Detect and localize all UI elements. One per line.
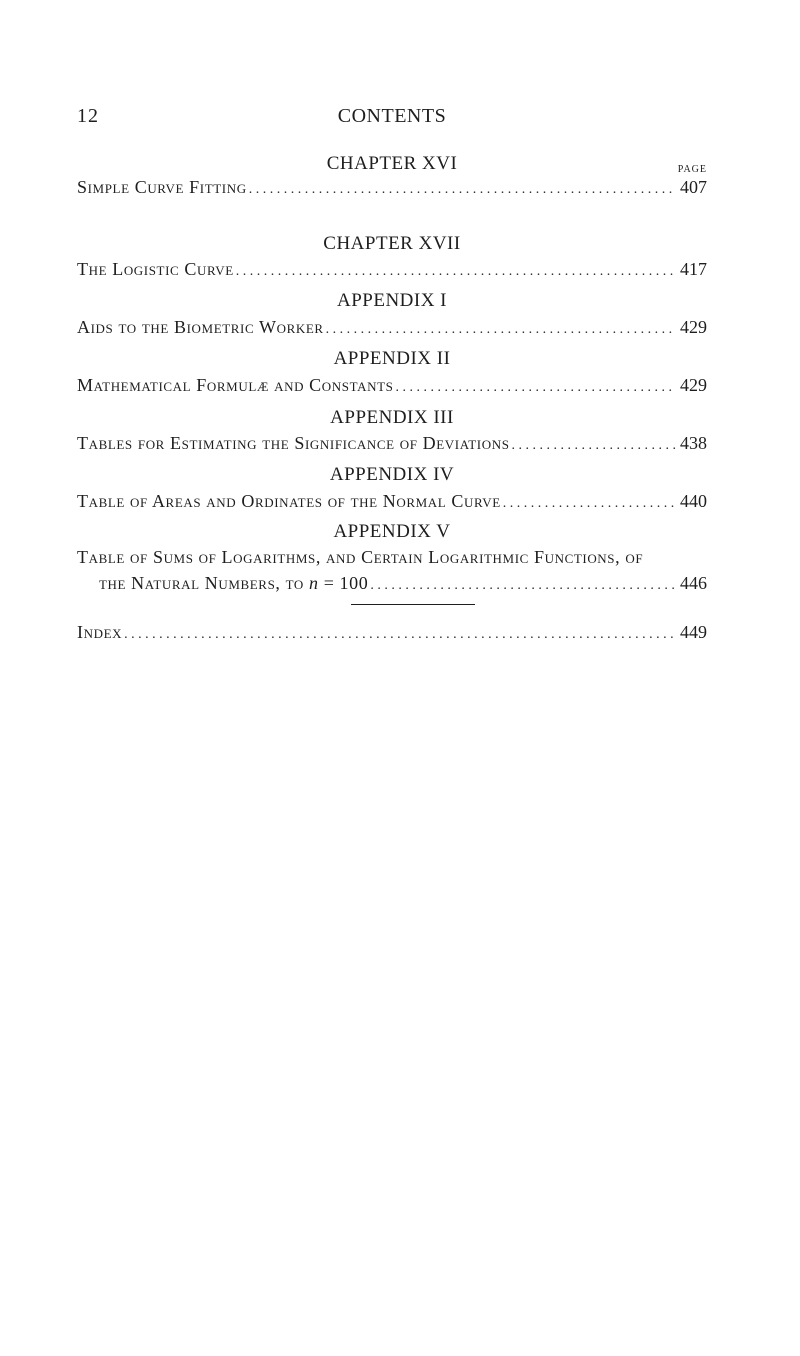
appendix-heading: APPENDIX IV (329, 464, 455, 485)
leader-dots (512, 435, 676, 457)
leader-dots (326, 319, 676, 341)
toc-entry-title: Mathematical Formulæ and Constants (77, 375, 394, 395)
toc-entry[interactable] (77, 176, 707, 198)
toc-entry[interactable] (77, 316, 707, 338)
section-divider (351, 604, 475, 605)
toc-entry-page: 449 (680, 622, 707, 642)
toc-entry-title-line2 (77, 572, 368, 594)
leader-dots (249, 179, 676, 201)
toc-entry-page: 417 (680, 259, 707, 279)
toc-entry-page: 438 (680, 433, 707, 453)
contents-page (77, 0, 707, 1356)
toc-entry-title: Index (77, 622, 123, 642)
page-column-label: PAGE (677, 164, 707, 175)
variable-n: n (309, 573, 319, 593)
leader-dots (236, 261, 676, 283)
toc-entry-title-line1[interactable]: Table of Sums of Logarithms, and Certain Logarithmic Functions, of (77, 547, 644, 567)
page-number: 12 (77, 105, 99, 127)
leader-dots (503, 493, 676, 515)
toc-entry[interactable] (77, 572, 707, 594)
toc-entry[interactable] (77, 258, 707, 280)
toc-entry[interactable] (77, 374, 707, 396)
running-head (77, 105, 707, 131)
toc-entry-page: 440 (680, 491, 707, 511)
leader-dots (124, 624, 676, 646)
toc-entry-title: Tables for Estimating the Significance of Deviations (77, 433, 510, 453)
toc-entry-page: 429 (680, 317, 707, 337)
toc-entry-title: Table of Areas and Ordinates of the Normal Curve (77, 491, 501, 511)
toc-entry-page: 429 (680, 375, 707, 395)
chapter-heading: CHAPTER XVI (326, 153, 458, 174)
appendix-heading: APPENDIX I (336, 290, 448, 311)
leader-dots (370, 575, 676, 597)
chapter-heading: CHAPTER XVII (323, 233, 461, 254)
toc-entry-title: Aids to the Biometric Worker (77, 317, 324, 337)
leader-dots (395, 377, 676, 399)
toc-entry[interactable] (77, 490, 707, 512)
appendix-heading: APPENDIX II (333, 348, 451, 369)
title-line2-text: the Natural Numbers, to (99, 573, 309, 593)
toc-entry-title: The Logistic Curve (77, 259, 234, 279)
appendix-heading: APPENDIX V (333, 521, 451, 542)
toc-entry[interactable] (77, 432, 707, 454)
toc-entry-page: 407 (680, 177, 707, 197)
toc-entry-title: Simple Curve Fitting (77, 177, 247, 197)
running-title: CONTENTS (337, 105, 447, 127)
appendix-heading: APPENDIX III (330, 407, 454, 428)
title-line2-value: = 100 (318, 573, 369, 593)
toc-entry-page: 446 (680, 573, 707, 593)
toc-entry-index[interactable] (77, 621, 707, 643)
